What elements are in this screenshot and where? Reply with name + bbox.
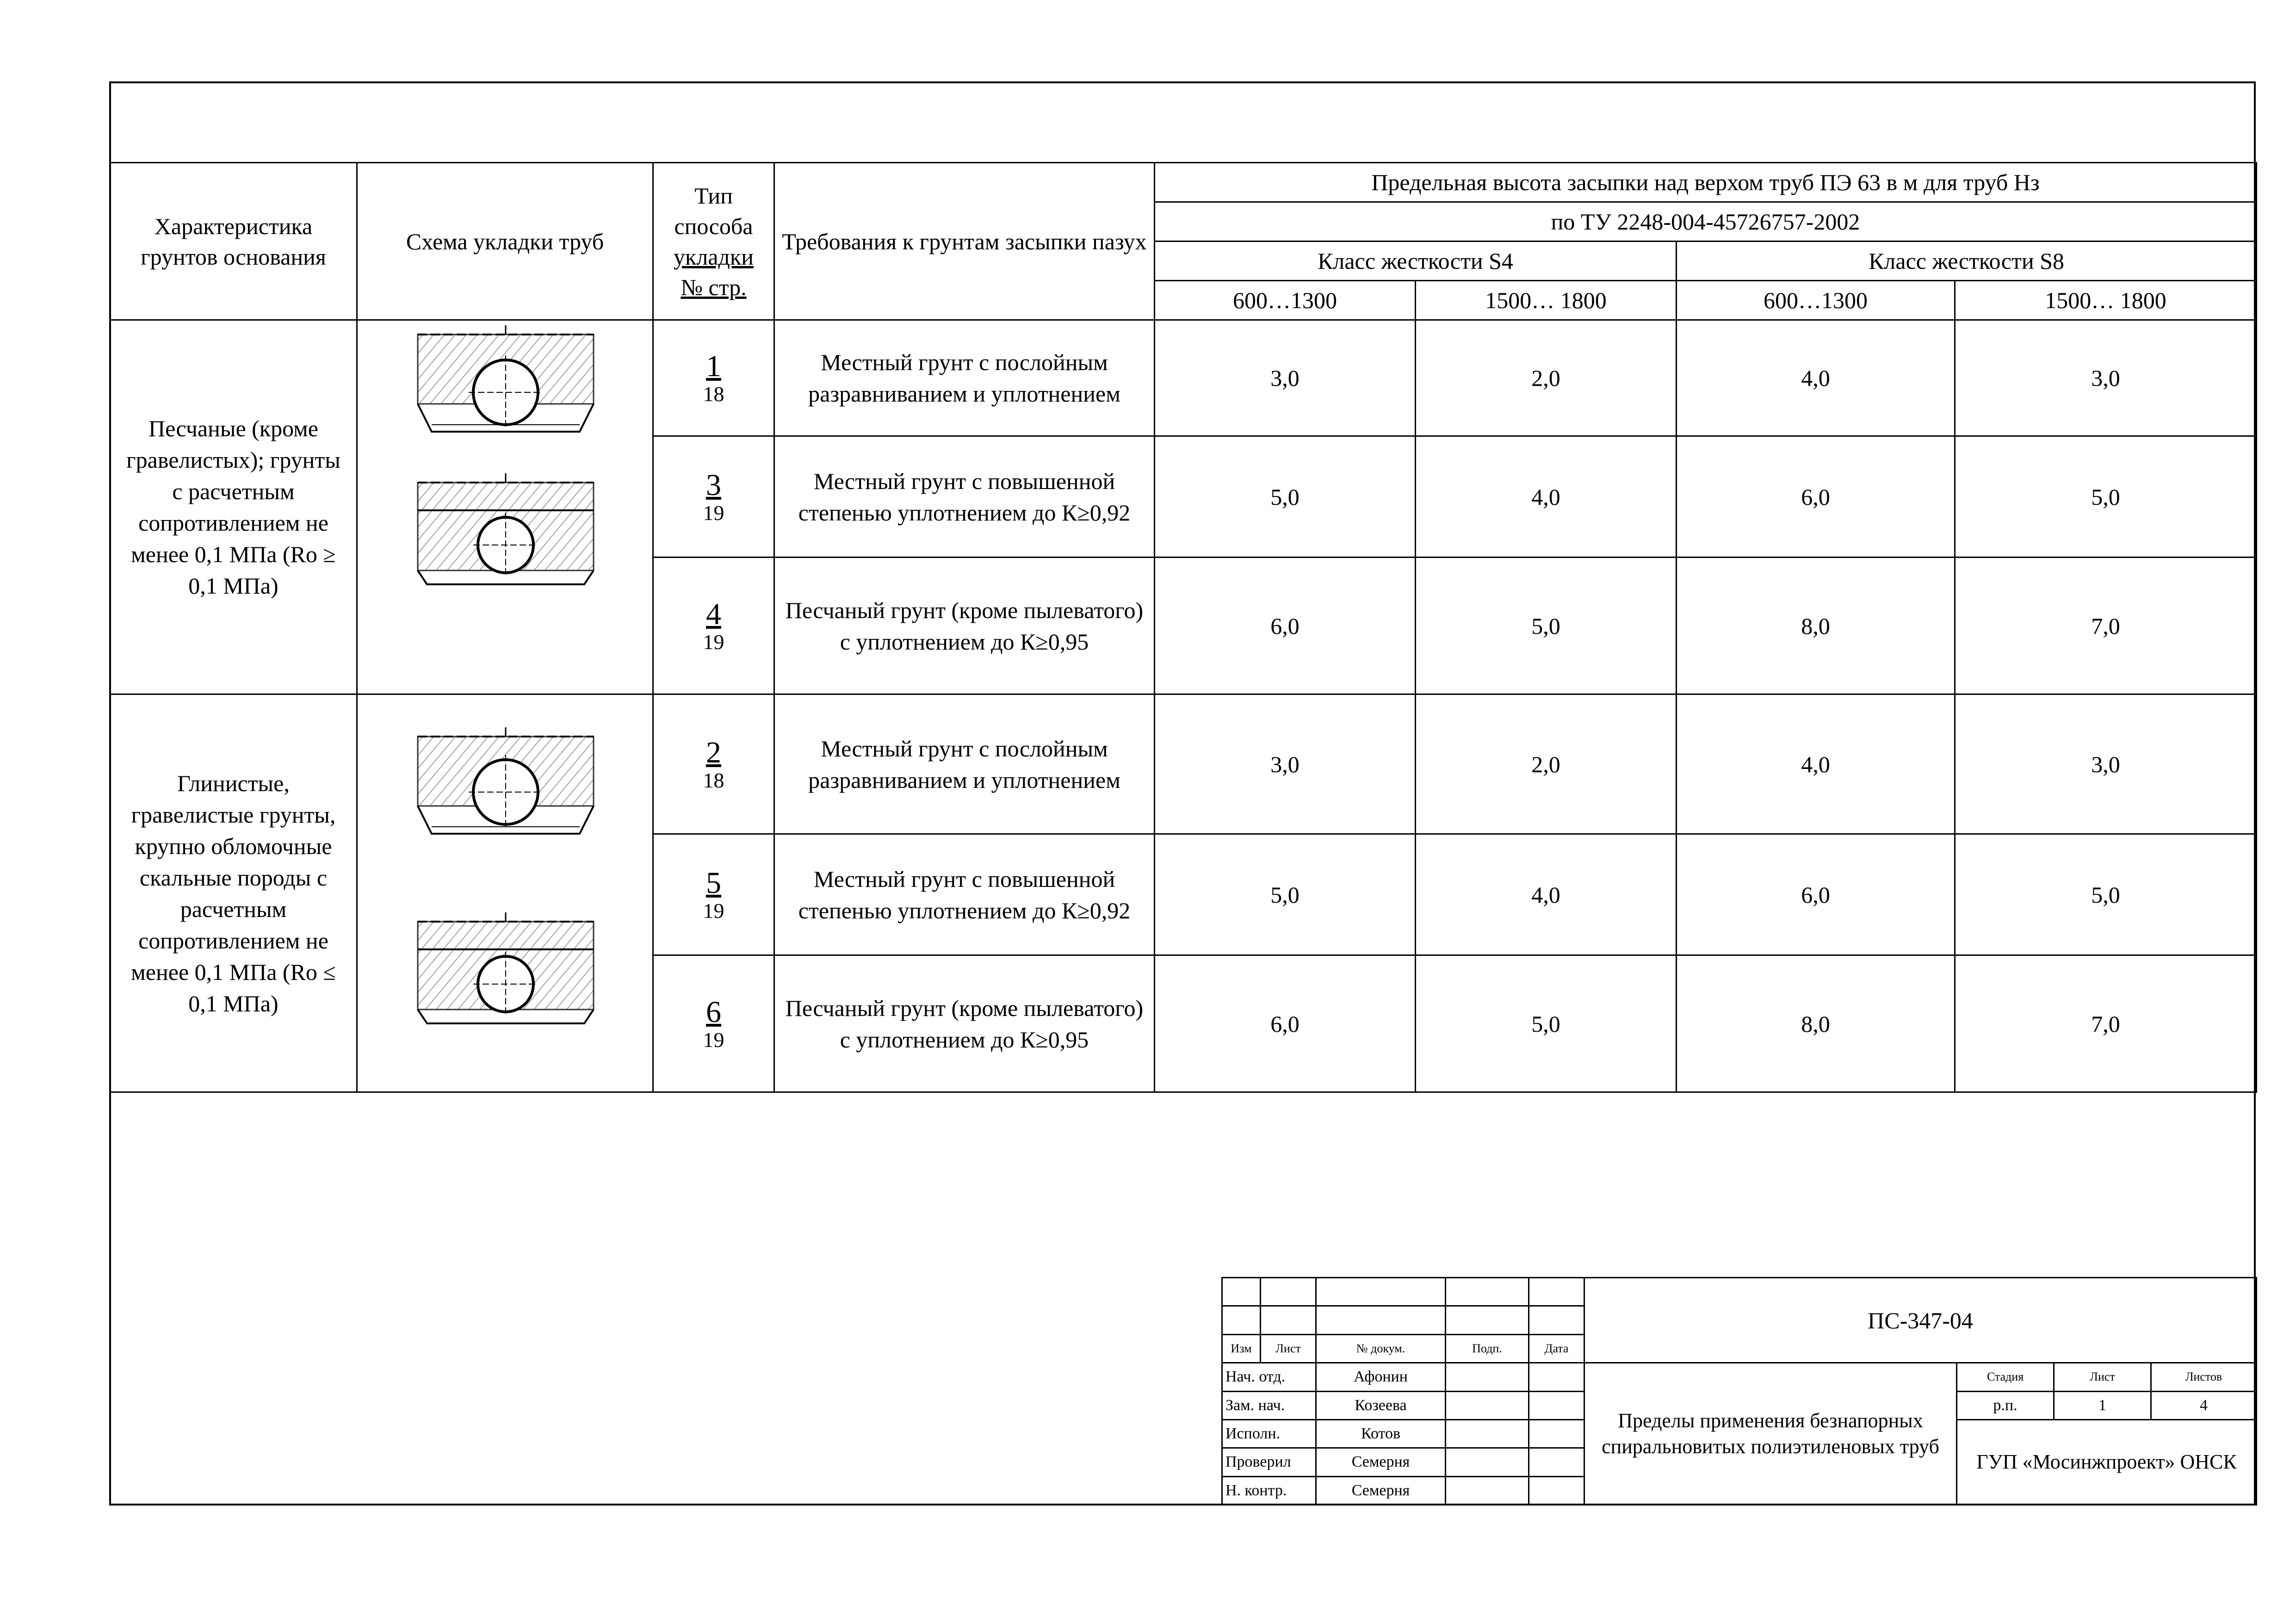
schema-cell	[357, 320, 653, 694]
value-cell: 2,0	[1416, 320, 1677, 436]
sheets-label: Листов	[2151, 1363, 2257, 1391]
stamp-person: Козеева	[1316, 1391, 1446, 1419]
value-cell: 3,0	[1155, 320, 1416, 436]
page-number: 19	[703, 501, 724, 525]
sheets-value: 4	[2151, 1391, 2257, 1419]
header-class-s4: Класс жесткости S4	[1155, 242, 1677, 281]
header-range: 1500… 1800	[1955, 281, 2257, 320]
page-number: 19	[703, 1028, 724, 1052]
header-ground: Характеристика грунтов основания	[110, 163, 357, 320]
value-cell: 3,0	[1955, 694, 2257, 834]
ground-description: Песчаные (кроме гравелистых); грунты с расчетным сопротивлением не менее 0,1 МПа (Ro ≥ 0,1 МПа)	[110, 320, 357, 694]
stage-value: р.п.	[1957, 1391, 2054, 1419]
value-cell: 4,0	[1677, 694, 1955, 834]
document-code: ПС-347-04	[1584, 1278, 2257, 1363]
document-title: Пределы применения безнапорных спиральновитых полиэтиленовых труб	[1584, 1363, 1957, 1505]
value-cell: 4,0	[1677, 320, 1955, 436]
stamp-person: Афонин	[1316, 1363, 1446, 1391]
stamp-person: Семерня	[1316, 1448, 1446, 1476]
requirement-text: Местный грунт с повышенной степенью уплотнением до К≥0,92	[774, 834, 1155, 955]
title-block	[1221, 1277, 2257, 1505]
stamp-header: Изм	[1222, 1334, 1261, 1363]
value-cell: 6,0	[1677, 436, 1955, 558]
page-number: 18	[703, 382, 724, 406]
type-number[interactable]: 3	[706, 468, 721, 502]
pipe-laying-schema-icon	[408, 325, 603, 441]
type-cell	[653, 320, 774, 436]
type-cell	[653, 694, 774, 834]
value-cell: 5,0	[1155, 436, 1416, 558]
stamp-role: Зам. нач.	[1222, 1391, 1316, 1419]
value-cell: 6,0	[1677, 834, 1955, 955]
value-cell: 5,0	[1955, 834, 2257, 955]
header-limit-title: Предельная высота засыпки над верхом труб ПЭ 63 в м для труб Нз	[1155, 163, 2257, 202]
stamp-header: Подп.	[1446, 1334, 1529, 1363]
value-cell: 3,0	[1155, 694, 1416, 834]
pipe-laying-schema-icon	[408, 473, 603, 589]
page-number: 19	[703, 898, 724, 923]
header-type-l1: Тип способа	[674, 182, 753, 239]
value-cell: 7,0	[1955, 558, 2257, 694]
stamp-role: Проверил	[1222, 1448, 1316, 1476]
limits-table	[109, 162, 2257, 1093]
value-cell: 5,0	[1416, 955, 1677, 1092]
header-type	[653, 163, 774, 320]
value-cell: 5,0	[1955, 436, 2257, 558]
header-range: 1500… 1800	[1416, 281, 1677, 320]
stamp-role: Н. контр.	[1222, 1476, 1316, 1505]
value-cell: 6,0	[1155, 955, 1416, 1092]
header-schema: Схема укладки труб	[357, 163, 653, 320]
table-row	[110, 694, 2257, 834]
type-number[interactable]: 2	[706, 735, 721, 769]
value-cell: 6,0	[1155, 558, 1416, 694]
value-cell: 4,0	[1416, 436, 1677, 558]
type-cell	[653, 955, 774, 1092]
type-cell	[653, 436, 774, 558]
pipe-laying-schema-icon	[408, 727, 603, 843]
value-cell: 2,0	[1416, 694, 1677, 834]
header-type-l2: укладки	[674, 243, 754, 270]
requirement-text: Местный грунт с послойным разравниванием и уплотнением	[774, 694, 1155, 834]
type-number[interactable]: 1	[706, 349, 721, 383]
header-range: 600…1300	[1677, 281, 1955, 320]
value-cell: 8,0	[1677, 955, 1955, 1092]
page-number: 19	[703, 630, 724, 654]
value-cell: 7,0	[1955, 955, 2257, 1092]
pipe-laying-schema-icon	[408, 912, 603, 1028]
type-number[interactable]: 6	[706, 995, 721, 1029]
header-class-s8: Класс жесткости S8	[1677, 242, 2257, 281]
type-number[interactable]: 4	[706, 597, 721, 631]
stamp-role: Нач. отд.	[1222, 1363, 1316, 1391]
stamp-person: Семерня	[1316, 1476, 1446, 1505]
stamp-person: Котов	[1316, 1419, 1446, 1448]
type-number[interactable]: 5	[706, 866, 721, 900]
type-cell	[653, 834, 774, 955]
requirement-text: Песчаный грунт (кроме пылеватого) с уплотнением до К≥0,95	[774, 558, 1155, 694]
stamp-role: Исполн.	[1222, 1419, 1316, 1448]
header-type-l3: № стр.	[681, 274, 747, 300]
value-cell: 5,0	[1416, 558, 1677, 694]
stage-label: Стадия	[1957, 1363, 2054, 1391]
schema-cell	[357, 694, 653, 1092]
ground-description: Глинистые, гравелистые грунты, крупно обломочные скальные породы с расчетным сопротивлением не менее 0,1 МПа (Ro ≤ 0,1 МПа)	[110, 694, 357, 1092]
sheet-value: 1	[2054, 1391, 2151, 1419]
stamp-header: Лист	[1261, 1334, 1316, 1363]
value-cell: 8,0	[1677, 558, 1955, 694]
requirement-text: Песчаный грунт (кроме пылеватого) с уплотнением до К≥0,95	[774, 955, 1155, 1092]
header-requirements: Требования к грунтам засыпки пазух	[774, 163, 1155, 320]
stamp-header: Дата	[1529, 1334, 1584, 1363]
sheet-label: Лист	[2054, 1363, 2151, 1391]
value-cell: 3,0	[1955, 320, 2257, 436]
value-cell: 5,0	[1155, 834, 1416, 955]
requirement-text: Местный грунт с послойным разравниванием и уплотнением	[774, 320, 1155, 436]
page-number: 18	[703, 768, 724, 792]
header-limit-sub: по ТУ 2248-004-45726757-2002	[1155, 202, 2257, 242]
table-row	[110, 320, 2257, 436]
type-cell	[653, 558, 774, 694]
value-cell: 4,0	[1416, 834, 1677, 955]
header-range: 600…1300	[1155, 281, 1416, 320]
requirement-text: Местный грунт с повышенной степенью уплотнением до К≥0,92	[774, 436, 1155, 558]
organization: ГУП «Мосинжпроект» ОНСК	[1957, 1419, 2257, 1505]
stamp-header: № докум.	[1316, 1334, 1446, 1363]
